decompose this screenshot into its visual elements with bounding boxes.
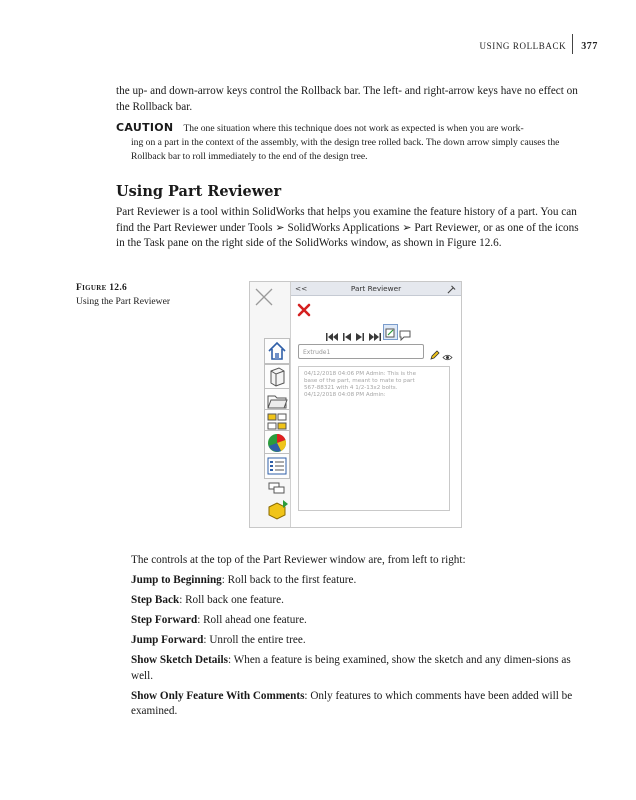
comment-line: 567-88321 with 4 1/2-13x2 bolts. [304, 385, 398, 391]
show-sketch-details-icon[interactable] [383, 324, 398, 340]
figure-number: Figure 12.6 [76, 283, 128, 293]
list-term: Step Forward [131, 614, 198, 626]
delete-comment-icon[interactable] [297, 302, 311, 321]
list-item [131, 573, 591, 589]
list-description: : Roll back to the first feature. [221, 574, 357, 586]
comment-line: 04/12/2018 04:08 PM Admin: [304, 392, 386, 398]
list-term: Jump to Beginning [131, 574, 222, 586]
section-heading: Using Part Reviewer [116, 183, 282, 200]
figure-label [76, 282, 170, 307]
part-reviewer-tab-icon[interactable] [264, 496, 290, 522]
pane-header [291, 282, 461, 296]
collapse-button[interactable]: << [295, 284, 308, 293]
list-item [131, 689, 591, 720]
list-item [131, 633, 591, 649]
running-head [480, 38, 598, 54]
caution-label: CAUTION [116, 121, 174, 134]
figure-caption: Using the Part Reviewer [76, 296, 171, 307]
list-term: Show Only Feature With Comments [131, 689, 305, 702]
list-item [131, 613, 591, 629]
section-paragraph: Part Reviewer is a tool within SolidWorks that helps you examine the feature history of a part. You can find the Part Reviewer under Tools ➢ SolidWorks Applications ➢ Part Reviewer, or as one of the icons in the Task pane on the right side of the SolidWorks window, as shown in Figure 12.6. [116, 206, 579, 249]
show-only-features-with-comments-icon[interactable] [399, 326, 411, 345]
list-item [131, 653, 591, 684]
list-description: : Only features to which comments have been added will be examined. [131, 689, 573, 717]
comment-line: 04/12/2018 04:06 PM Admin: This is the [304, 371, 417, 377]
caution-text-continuation: ing on a part in the context of the assembly, with the design tree rolled back. The down arrow simply causes the Rollback bar to roll immediately to the end of the design tree. [131, 137, 560, 162]
design-library-tab-icon[interactable] [264, 364, 290, 390]
controls-list [131, 573, 591, 724]
page-number: 377 [581, 40, 598, 52]
list-description: : Unroll the entire tree. [203, 634, 306, 646]
running-head-title: USING ROLLBACK [479, 41, 567, 51]
pane-title: Part Reviewer [350, 284, 402, 293]
caution-text-first-line: The one situation where this technique does not work as expected is when you are work- [183, 123, 524, 134]
caution-note [116, 121, 578, 164]
controls-lead-in: The controls at the top of the Part Reviewer window are, from left to right: [131, 554, 466, 566]
home-tab-icon[interactable] [264, 338, 290, 364]
list-description: : Roll back one feature. [179, 594, 284, 606]
eye-icon[interactable] [442, 347, 453, 366]
part-reviewer-screenshot [249, 281, 462, 528]
intro-paragraph: the up- and down-arrow keys control the Rollback bar. The left- and right-arrow keys have no effect on the Rollback bar. [116, 85, 578, 113]
pin-icon[interactable] [447, 282, 456, 295]
list-term: Jump Forward [131, 634, 204, 646]
part-reviewer-pane [291, 282, 461, 527]
comment-line: base of the part, meant to mate to part [304, 378, 415, 384]
list-term: Step Back [131, 594, 180, 606]
comment-text-area[interactable] [298, 366, 450, 511]
close-icon[interactable] [253, 286, 275, 312]
edit-pencil-icon[interactable] [429, 346, 440, 365]
task-pane-tab-strip [250, 282, 291, 527]
list-description: : Roll ahead one feature. [197, 614, 307, 626]
list-item [131, 593, 591, 609]
list-description: : When a feature is being examined, show the sketch and any dimen-sions as well. [131, 654, 571, 682]
list-term: Show Sketch Details [131, 654, 228, 666]
feature-name-field[interactable]: Extrude1 [298, 344, 424, 359]
